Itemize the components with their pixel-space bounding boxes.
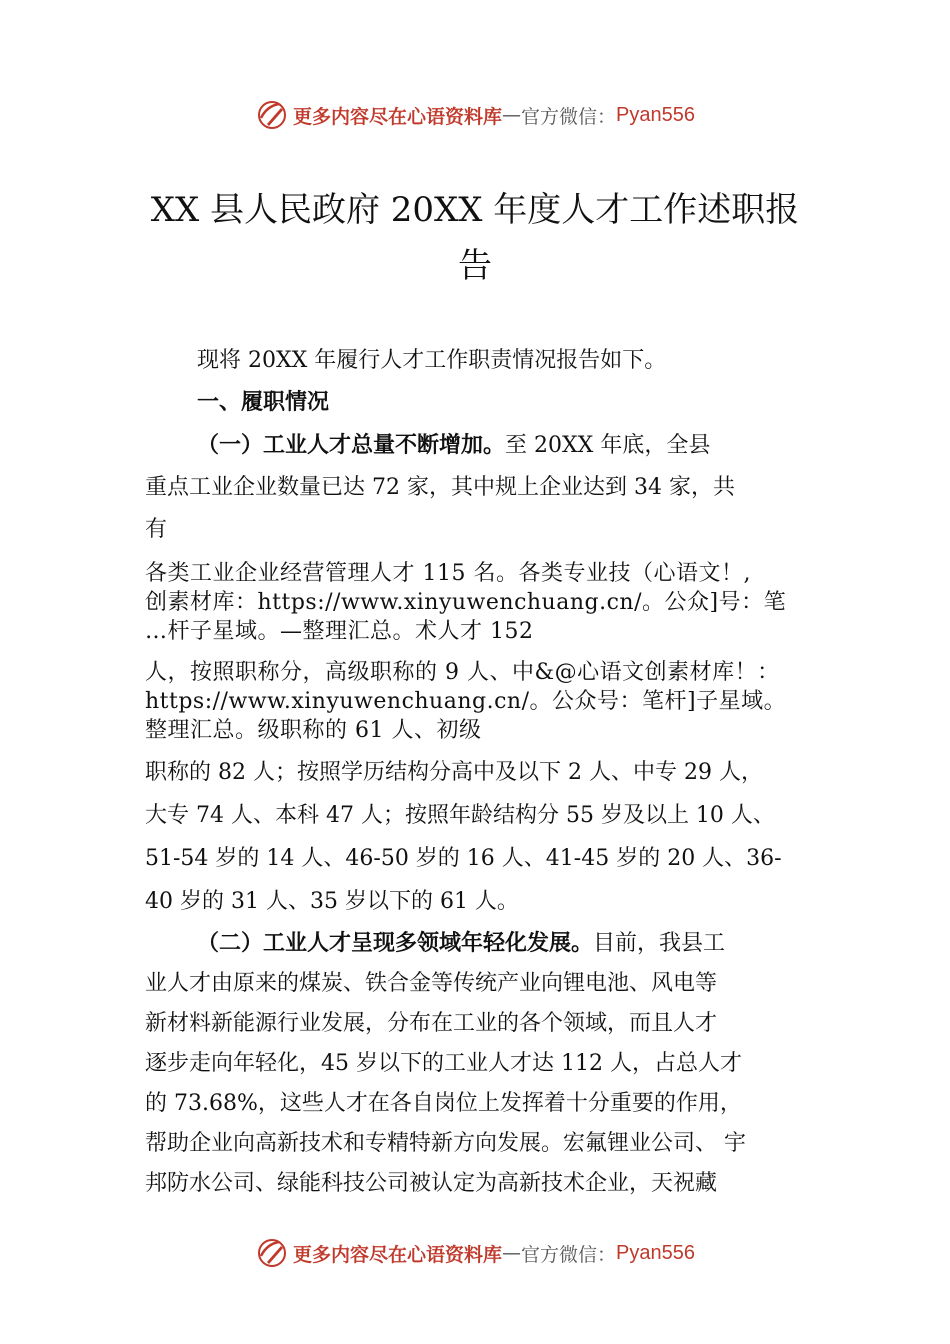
s1-block-2-line-3: 整理汇总。级职称的 61 人、初级: [145, 718, 482, 743]
section-heading-1: 一、履职情况: [197, 390, 330, 415]
footer-banner-dash: —: [502, 1242, 522, 1264]
s2-line-4: 逐步走向年轻化，45 岁以下的工业人才达 112 人，占总人才: [145, 1051, 742, 1076]
pen-logo-icon: [255, 98, 289, 132]
s1-line-4: 职称的 82 人；按照学历结构分高中及以下 2 人、中专 29 人，: [145, 760, 763, 785]
s1-line-1-rest: 至 20XX 年底，全县: [505, 433, 711, 458]
s2-line-1-rest: 目前，我县工: [593, 931, 726, 956]
s2-line-3: 新材料新能源行业发展，分布在工业的各个领域，而且人才: [145, 1011, 718, 1036]
s2-line-7: 邦防水公司、绿能科技公司被认定为高新技术企业，天祝藏: [145, 1171, 718, 1196]
s1-block-2-line-2: https://www.xinyuwenchuang.cn/。公众号：笔杆]子星域。: [145, 689, 787, 714]
s1-block-2-line-1: 人，按照职称分，高级职称的 9 人、中&@心语文创素材库！：: [145, 660, 780, 685]
s2-lead: （二）工业人才呈现多领域年轻化发展。: [197, 930, 594, 956]
s2-line-5: 的 73.68%，这些人才在各自岗位上发挥着十分重要的作用，: [145, 1091, 742, 1116]
footer-banner: [0, 1233, 950, 1273]
document-body: [145, 340, 815, 1204]
s1-line-7: 40 岁的 31 人、35 岁以下的 61 人。: [145, 889, 519, 914]
s1-line-2: 重点工业企业数量已达 72 家，其中规上企业达到 34 家，共: [145, 475, 735, 500]
banner-wechat-label: 官方微信：: [521, 105, 617, 128]
s1-block-1: [145, 559, 815, 646]
banner-dash: —: [502, 104, 522, 126]
header-banner: [0, 95, 950, 135]
s1-line-1: [145, 424, 815, 467]
banner-text: 更多内容尽在心语资料库: [293, 105, 503, 128]
s1-block-1-line-2: 创素材库：https://www.xinyuwenchuang.cn/。公众]号：笔: [145, 590, 787, 615]
s1-line-6: 51-54 岁的 14 人、46-50 岁的 16 人、41-45 岁的 20 人、36-: [145, 846, 782, 871]
s2-line-2: 业人才由原来的煤炭、铁合金等传统产业向锂电池、风电等: [145, 971, 718, 996]
footer-banner-wechat-id: Pyan556: [616, 1241, 695, 1264]
pen-logo-icon: [255, 1236, 289, 1270]
s1-lead: （一）工业人才总量不断增加。: [197, 432, 506, 458]
s2-line-6: 帮助企业向高新技术和专精特新方向发展。宏氟锂业公司、 宇: [145, 1131, 746, 1156]
s2-line-1: [145, 923, 815, 964]
s1-block-1-line-1: 各类工业企业经营管理人才 115 名。各类专业技（心语文！,: [145, 561, 751, 586]
banner-wechat-id: Pyan556: [616, 103, 695, 126]
s1-block-1-line-3: …杆子星域。—整理汇总。术人才 152: [145, 619, 534, 644]
title-line-2: 告: [458, 246, 492, 286]
s1-block-2: [145, 658, 815, 745]
s1-line-3: 有: [145, 517, 168, 542]
document-title: [120, 182, 830, 294]
footer-banner-text: 更多内容尽在心语资料库: [293, 1243, 503, 1266]
title-line-1: XX 县人民政府 20XX 年度人才工作述职报: [150, 190, 800, 230]
intro-paragraph: 现将 20XX 年履行人才工作职责情况报告如下。: [197, 348, 667, 373]
footer-banner-wechat-label: 官方微信：: [521, 1243, 617, 1266]
s1-line-5: 大专 74 人、本科 47 人；按照年龄结构分 55 岁及以上 10 人、: [145, 803, 775, 828]
